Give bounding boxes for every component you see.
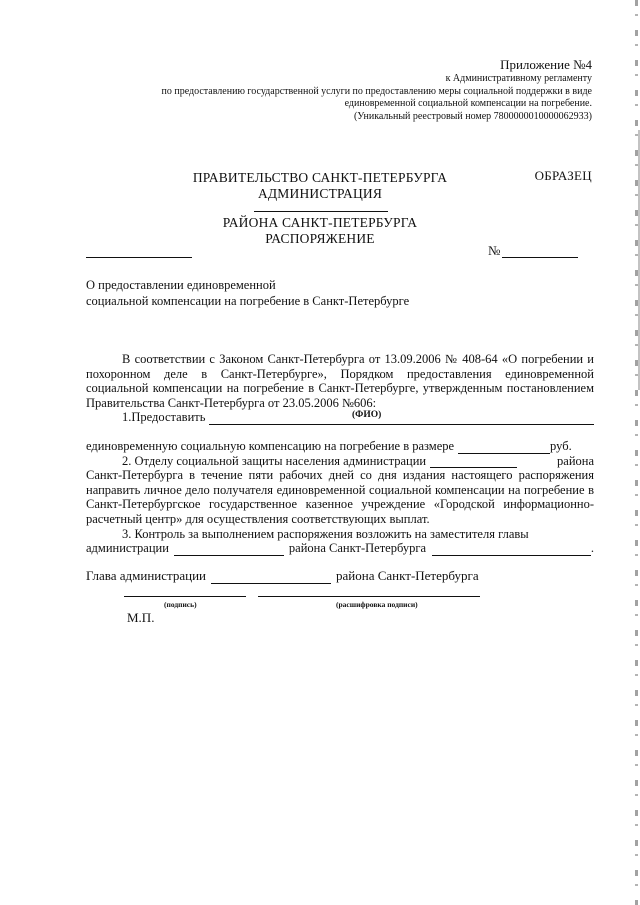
item-2-rest: Санкт-Петербурга в течение пяти рабочих дней со дня издания настоящего распоряжения направить личное дело получателя единовременной социальной компенсации на погребение в Санкт-Петербургское государственное казенное учреждение «Городской информационно-расчетный центр» для осуществления соответствующих выплат.	[86, 468, 594, 526]
appendix-block	[72, 56, 592, 123]
district-line: РАЙОНА САНКТ-ПЕТЕРБУРГА	[222, 215, 418, 230]
gov-line-1: ПРАВИТЕЛЬСТВО САНКТ-ПЕТЕРБУРГА	[192, 170, 448, 185]
subject-line: социальной компенсации на погребение в Санкт-Петербурге	[86, 293, 410, 308]
signature-blank[interactable]	[124, 596, 246, 597]
appendix-line: (Уникальный реестровый номер 7800000010000062933)	[353, 110, 592, 122]
sample-label: ОБРАЗЕЦ	[534, 168, 592, 183]
head-prefix: Глава администрации	[86, 568, 207, 583]
head-district-blank[interactable]	[211, 572, 331, 584]
item-2-prefix: 2. Отделу социальной защиты населения администрации	[122, 453, 427, 468]
item-1-prefix: 1.Предоставить	[122, 410, 206, 425]
item-2-suffix: района	[557, 453, 594, 468]
appendix-line: по предоставлению государственной услуги по предоставлению меры социальной поддержки в виде	[161, 85, 592, 97]
item-3-admin: администрации	[86, 541, 169, 556]
number-blank[interactable]	[502, 257, 578, 258]
appendix-line: к Административному регламенту	[445, 73, 592, 84]
item-1-cont-text: единовременную социальную компенсацию на погребение в размере	[86, 438, 455, 453]
amount-blank[interactable]	[458, 442, 550, 454]
fio-caption: (ФИО)	[352, 410, 382, 420]
intro-paragraph: В соответствии с Законом Санкт-Петербурга от 13.09.2006 № 408-64 «О погребении и похоронном деле в Санкт-Петербурге», Порядком предоставления единовременной социальной компенсации на погребение в Санкт-Петербурге, утвержденным постановлением Правительства Санкт-Петербурга от 23.05.2006 №606:	[86, 352, 594, 410]
district-blank[interactable]	[430, 456, 517, 468]
stamp-place: М.П.	[127, 610, 155, 625]
doc-type: РАСПОРЯЖЕНИЕ	[265, 231, 375, 246]
fio-blank[interactable]	[209, 413, 594, 425]
currency-label: руб.	[550, 438, 572, 453]
date-blank[interactable]	[86, 257, 192, 258]
header-underline	[254, 211, 388, 212]
subject-block	[86, 278, 409, 309]
item-1	[86, 410, 594, 425]
item-2-first	[86, 454, 594, 469]
appendix-title: Приложение №4	[500, 57, 592, 72]
appendix-line: единовременной социальной компенсации на погребение.	[344, 98, 592, 109]
signature-decoding-blank[interactable]	[258, 596, 480, 597]
item-3-first: 3. Контроль за выполнением распоряжения возложить на заместителя главы	[122, 526, 529, 541]
number-label: №	[488, 243, 501, 258]
subject-line: О предоставлении единовременной	[86, 278, 276, 292]
decoding-caption: (расшифровка подписи)	[336, 600, 418, 609]
item-3-rest	[86, 541, 594, 556]
signature-line	[86, 568, 479, 584]
item-1-cont	[86, 439, 594, 454]
head-suffix: района Санкт-Петербурга	[336, 568, 479, 583]
deputy-district-blank[interactable]	[174, 544, 284, 556]
deputy-name-blank[interactable]	[432, 544, 591, 556]
body-text	[86, 352, 594, 556]
gov-line-2: АДМИНИСТРАЦИЯ	[257, 186, 383, 201]
item-3-end: .	[590, 541, 594, 556]
item-3-district: района Санкт-Петербурга	[288, 541, 427, 556]
signature-caption: (подпись)	[164, 600, 197, 609]
